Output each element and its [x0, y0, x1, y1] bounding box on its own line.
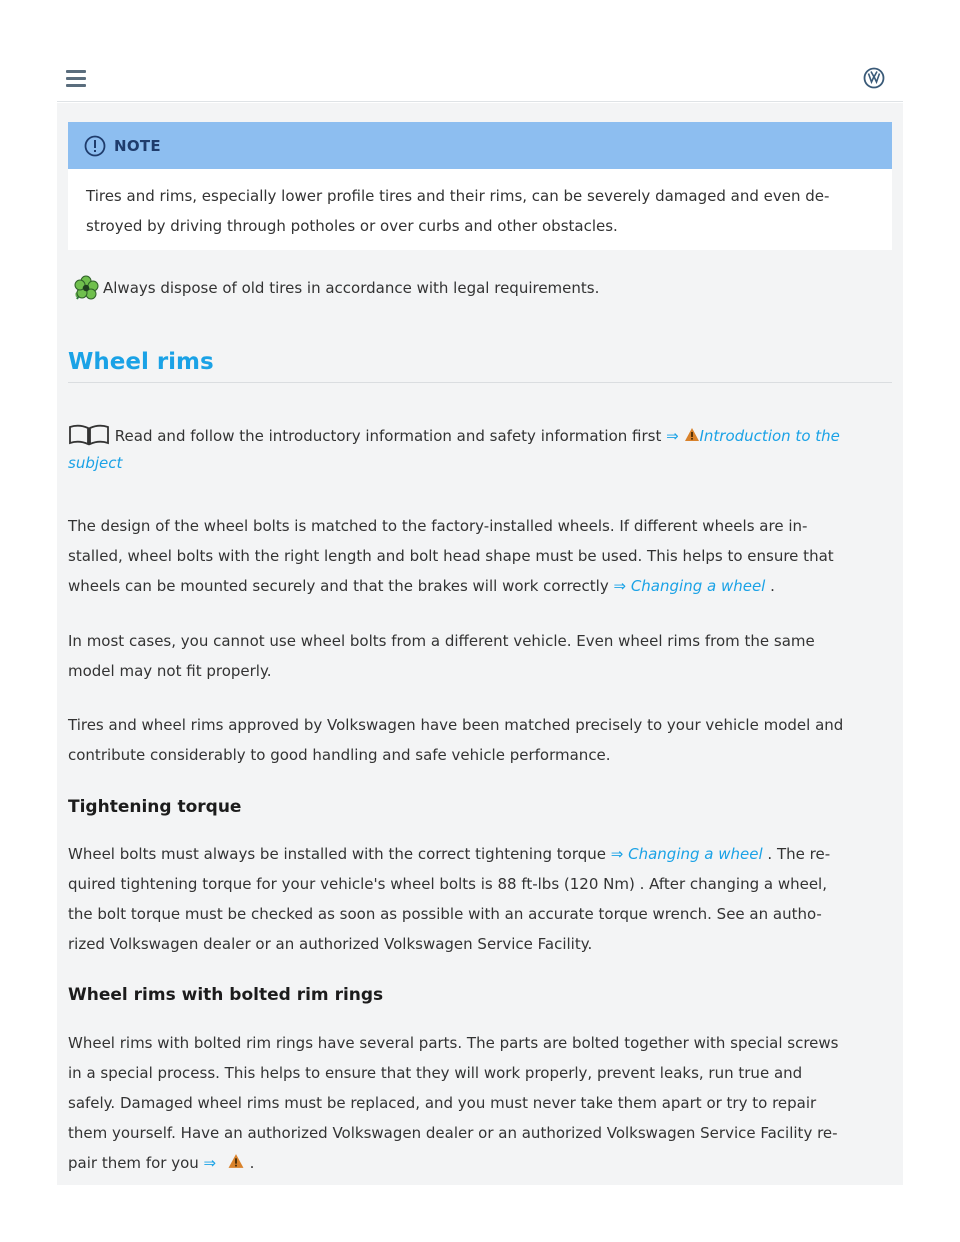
- paragraph-approved-tires: Tires and wheel rims approved by Volkswagen have been matched precisely to your vehicle model and contribute considerably to good handling and safe vehicle performance.: [68, 716, 844, 764]
- paragraph-rim-rings: Wheel rims with bolted rim rings have several parts. The parts are bolted together with special screws in a special process. This helps to ensure that they will work properly, prevent leaks, run true and safely. Damaged wheel rims must be replaced, and you must never take them apart or try to repair them yourself. Have an authorized Volkswagen dealer or an authorized Volkswagen Service Facility re- pair them for you ⇒ .: [68, 1034, 839, 1172]
- book-icon: [68, 424, 110, 446]
- exclamation-circle-icon: [84, 135, 106, 157]
- content-area: [57, 103, 903, 1185]
- paragraph-bolt-design: The design of the wheel bolts is matched to the factory-installed wheels. If different wheels are in- stalled, wheel bolts with the right length and bolt head shape must be used. This helps to ensure that wheels can be mounted securely and that the brakes will work correctly ⇒ Changing a wheel .: [68, 517, 834, 595]
- changing-wheel-link[interactable]: ⇒ Changing a wheel: [613, 577, 766, 595]
- intro-arrow[interactable]: ⇒: [666, 427, 679, 445]
- environment-flower-icon: [71, 273, 101, 303]
- note-title: NOTE: [114, 136, 161, 155]
- note-header: [68, 122, 892, 169]
- vw-logo-icon[interactable]: [863, 67, 885, 89]
- torque-heading: Tightening torque: [68, 797, 242, 817]
- note-text: Tires and rims, especially lower profile tires and their rims, can be severely damaged and even de- stroyed by driving through potholes or over curbs and other obstacles.: [86, 187, 830, 235]
- section-title: Wheel rims: [68, 349, 214, 375]
- intro-link[interactable]: Introduction to the: [699, 427, 840, 445]
- environment-text: Always dispose of old tires in accordance with legal requirements.: [103, 279, 600, 297]
- intro-link-cont[interactable]: subject: [68, 454, 123, 472]
- top-bar: [57, 50, 903, 102]
- hamburger-menu-icon[interactable]: [66, 70, 86, 88]
- intro-text: Read and follow the introductory information and safety information first: [114, 427, 662, 445]
- environment-note: [71, 273, 891, 303]
- paragraph-other-vehicle: In most cases, you cannot use wheel bolts from a different vehicle. Even wheel rims from the same model may not fit properly.: [68, 632, 815, 680]
- warning-triangle-icon: [684, 427, 700, 442]
- warning-arrow-link[interactable]: ⇒: [203, 1154, 217, 1172]
- intro-paragraph: [68, 423, 892, 477]
- changing-wheel-link-2[interactable]: ⇒ Changing a wheel: [610, 845, 763, 863]
- note-box: [68, 122, 892, 250]
- warning-triangle-icon[interactable]: [227, 1153, 245, 1169]
- paragraph-torque: Wheel bolts must always be installed with the correct tightening torque ⇒ Changing a wheel . The re- quired tightening torque for your vehicle's wheel bolts is 88 ft-lbs (120 Nm) . After changing a wheel, the bolt torque must be checked as soon as possible with an accurate torque wrench. See an autho- rized Volkswagen dealer or an authorized Volkswagen Service Facility.: [68, 845, 831, 953]
- section-divider: [68, 382, 892, 383]
- rim-rings-heading: Wheel rims with bolted rim rings: [68, 985, 384, 1005]
